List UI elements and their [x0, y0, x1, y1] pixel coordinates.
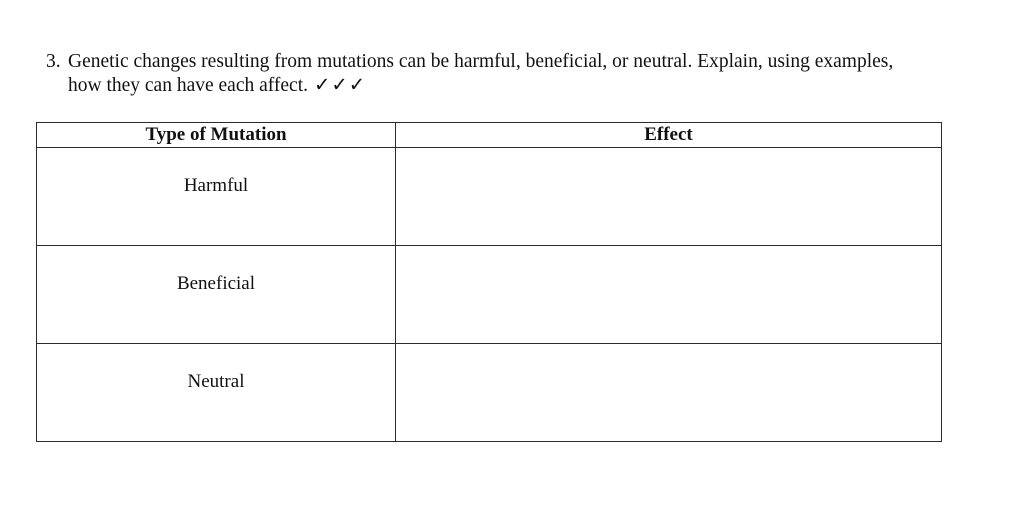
question-prompt — [46, 50, 986, 98]
cell-effect-beneficial[interactable] — [396, 246, 942, 344]
marks-checkmarks: ✓✓✓ — [314, 75, 367, 96]
cell-effect-harmful[interactable] — [396, 148, 942, 246]
table-row-beneficial — [37, 246, 942, 344]
table-header-row — [37, 123, 942, 148]
cell-type-neutral: Neutral — [37, 344, 396, 442]
cell-effect-neutral[interactable] — [396, 344, 942, 442]
cell-type-harmful: Harmful — [37, 148, 396, 246]
question-line-1 — [46, 50, 986, 74]
question-text-line-1: Genetic changes resulting from mutations can be harmful, beneficial, or neutral. Explain, using examples, — [68, 51, 894, 72]
header-effect: Effect — [396, 123, 942, 148]
question-line-2 — [46, 74, 986, 98]
cell-type-beneficial: Beneficial — [37, 246, 396, 344]
mutation-effects-table — [36, 122, 942, 442]
question-number: 3. — [46, 51, 61, 72]
table-row-neutral — [37, 344, 942, 442]
header-type-of-mutation: Type of Mutation — [37, 123, 396, 148]
question-text-line-2: how they can have each affect. — [68, 75, 309, 96]
table-row-harmful — [37, 148, 942, 246]
